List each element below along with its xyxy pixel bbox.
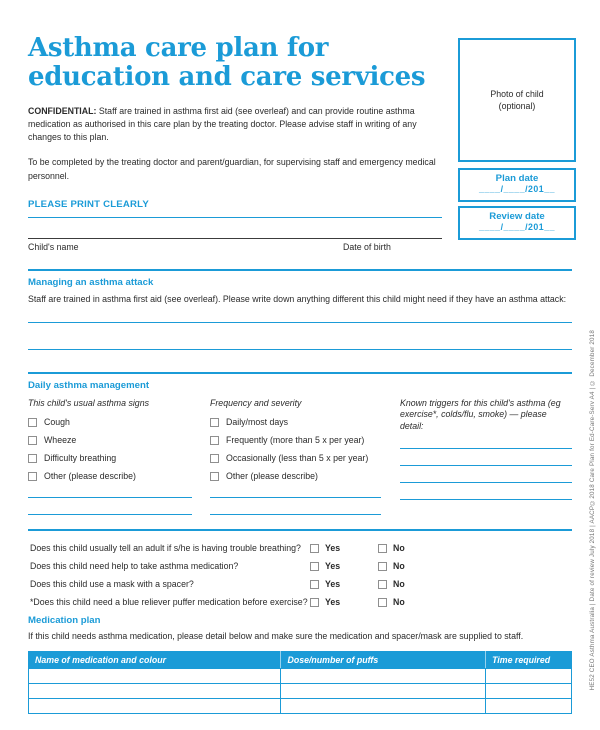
no-checkbox[interactable] [378,544,387,553]
medication-table-header-row [29,651,572,668]
plan-date-field[interactable]: ____/____/201__ [479,184,555,194]
managing-attack-heading: Managing an asthma attack [28,276,154,288]
question-text: *Does this child need a blue reliever puffer medication before exercise? [30,597,308,608]
occasionally-checkbox[interactable] [210,454,219,463]
photo-label-line1: Photo of child [490,88,544,99]
photo-label-line2: (optional) [498,101,536,111]
no-choice [378,597,405,607]
dose-cell[interactable] [281,698,486,713]
review-date-field[interactable]: ____/____/201__ [479,222,555,232]
medication-table [28,651,572,714]
time-required-cell[interactable] [486,668,572,683]
signs-write-line-2[interactable] [28,514,192,515]
yes-label: Yes [325,561,341,572]
yes-choice [310,579,340,589]
daily-management-heading: Daily asthma management [28,379,150,391]
frequency-option-frequently [210,435,400,445]
triggers-column [400,398,572,515]
frequency-other-label: Other (please describe) [226,471,318,482]
question-text: Does this child need help to take asthma medication? [30,561,239,572]
medication-plan-heading: Medication plan [28,615,101,627]
page-title-line2: education and care services [28,62,426,93]
no-choice [378,579,405,589]
no-checkbox[interactable] [378,580,387,589]
medication-name-header: Name of medication and colour [29,651,281,668]
signs-other-checkbox[interactable] [28,472,37,481]
childs-name-label: Child's name [28,241,79,252]
managing-write-line-2[interactable] [28,349,572,350]
medication-name-cell[interactable] [29,668,281,683]
medication-row [29,698,572,713]
yes-checkbox[interactable] [310,580,319,589]
questions-block [28,539,572,611]
time-required-header: Time required [486,651,572,668]
yes-label: Yes [325,597,341,608]
confidential-label: CONFIDENTIAL: [28,105,97,116]
signs-write-line-1[interactable] [28,497,192,498]
frequently-label: Frequently (more than 5 x per year) [226,435,365,446]
no-choice [378,543,405,553]
question-row-needs-help [28,557,572,575]
frequently-checkbox[interactable] [210,436,219,445]
yes-checkbox[interactable] [310,598,319,607]
question-text: Does this child usually tell an adult if s/he is having trouble breathing? [30,543,301,554]
completed-by-paragraph: To be completed by the treating doctor and parent/guardian, for supervising staff and emergency medical personnel. [28,157,436,181]
frequency-write-line-2[interactable] [210,514,381,515]
please-print-clearly-heading: PLEASE PRINT CLEARLY [28,198,149,210]
triggers-write-line-1[interactable] [400,448,572,449]
difficulty-breathing-label: Difficulty breathing [44,453,117,464]
frequency-option-other [210,471,400,481]
yes-checkbox[interactable] [310,544,319,553]
daily-most-days-checkbox[interactable] [210,418,219,427]
confidential-text: Staff are trained in asthma first aid (see overleaf) and can provide routine asthma medication as authorised in this care plan by the treating doctor. Please advise staff in writing of any changes to this plan. [28,105,417,143]
print-clearly-rule [28,217,442,218]
yes-choice [310,561,340,571]
frequency-write-line-1[interactable] [210,497,381,498]
page-title [28,34,442,93]
question-row-trouble-breathing [28,539,572,557]
triggers-write-line-2[interactable] [400,465,572,466]
triggers-write-line-3[interactable] [400,482,572,483]
question-row-mask-spacer [28,575,572,593]
difficulty-breathing-checkbox[interactable] [28,454,37,463]
daily-management-divider [28,372,572,374]
no-label: No [393,579,405,590]
medication-row [29,668,572,683]
time-required-cell[interactable] [486,683,572,698]
wheeze-checkbox[interactable] [28,436,37,445]
no-label: No [393,543,405,554]
no-checkbox[interactable] [378,598,387,607]
managing-write-line-1[interactable] [28,322,572,323]
dose-cell[interactable] [281,668,486,683]
date-of-birth-label: Date of birth [343,241,391,252]
daily-management-columns [28,398,572,515]
page-title-line1: Asthma care plan for [28,33,329,63]
cough-checkbox[interactable] [28,418,37,427]
confidential-paragraph [28,105,442,145]
managing-attack-divider [28,269,572,271]
yes-checkbox[interactable] [310,562,319,571]
no-choice [378,561,405,571]
question-row-reliever-before-exercise [28,593,572,611]
sign-option-cough [28,417,210,427]
frequency-column [210,398,400,515]
medication-name-cell[interactable] [29,683,281,698]
managing-attack-body: Staff are trained in asthma first aid (see overleaf). Please write down anything different this child might need if they have an asthma attack: [28,293,567,304]
no-label: No [393,597,405,608]
edge-publication-note: HE52 CEO Asthma Australia | Date of review July 2018 | AACP©2018 Care Plan for Ed-Care-Serv A4 | © December 2018 [589,330,596,691]
no-checkbox[interactable] [378,562,387,571]
frequency-other-checkbox[interactable] [210,472,219,481]
frequency-option-daily [210,417,400,427]
yes-label: Yes [325,579,341,590]
medication-plan-body: If this child needs asthma medication, please detail below and make sure the medication and spacer/mask are supplied to staff. [28,631,524,642]
dose-cell[interactable] [281,683,486,698]
triggers-write-line-4[interactable] [400,499,572,500]
daily-most-days-label: Daily/most days [226,417,289,428]
usual-signs-heading: This child's usual asthma signs [28,397,149,408]
dose-header: Dose/number of puffs [281,651,486,668]
cough-label: Cough [44,417,70,428]
frequency-heading: Frequency and severity [210,397,302,408]
sign-option-other [28,471,210,481]
signs-other-label: Other (please describe) [44,471,136,482]
questions-divider [28,529,572,531]
medication-row [29,683,572,698]
frequency-option-occasionally [210,453,400,463]
usual-signs-column [28,398,210,515]
review-date-label: Review date [489,211,545,222]
medication-name-cell[interactable] [29,698,281,713]
yes-label: Yes [325,543,341,554]
question-text: Does this child use a mask with a spacer? [30,579,194,590]
sign-option-difficulty-breathing [28,453,210,463]
occasionally-label: Occasionally (less than 5 x per year) [226,453,369,464]
no-label: No [393,561,405,572]
wheeze-label: Wheeze [44,435,77,446]
triggers-heading: Known triggers for this child's asthma (eg exercise*, colds/flu, smoke) — please detail: [400,397,561,431]
yes-choice [310,597,340,607]
sign-option-wheeze [28,435,210,445]
yes-choice [310,543,340,553]
identity-labels-row [28,239,442,253]
plan-date-label: Plan date [495,173,539,184]
time-required-cell[interactable] [486,698,572,713]
